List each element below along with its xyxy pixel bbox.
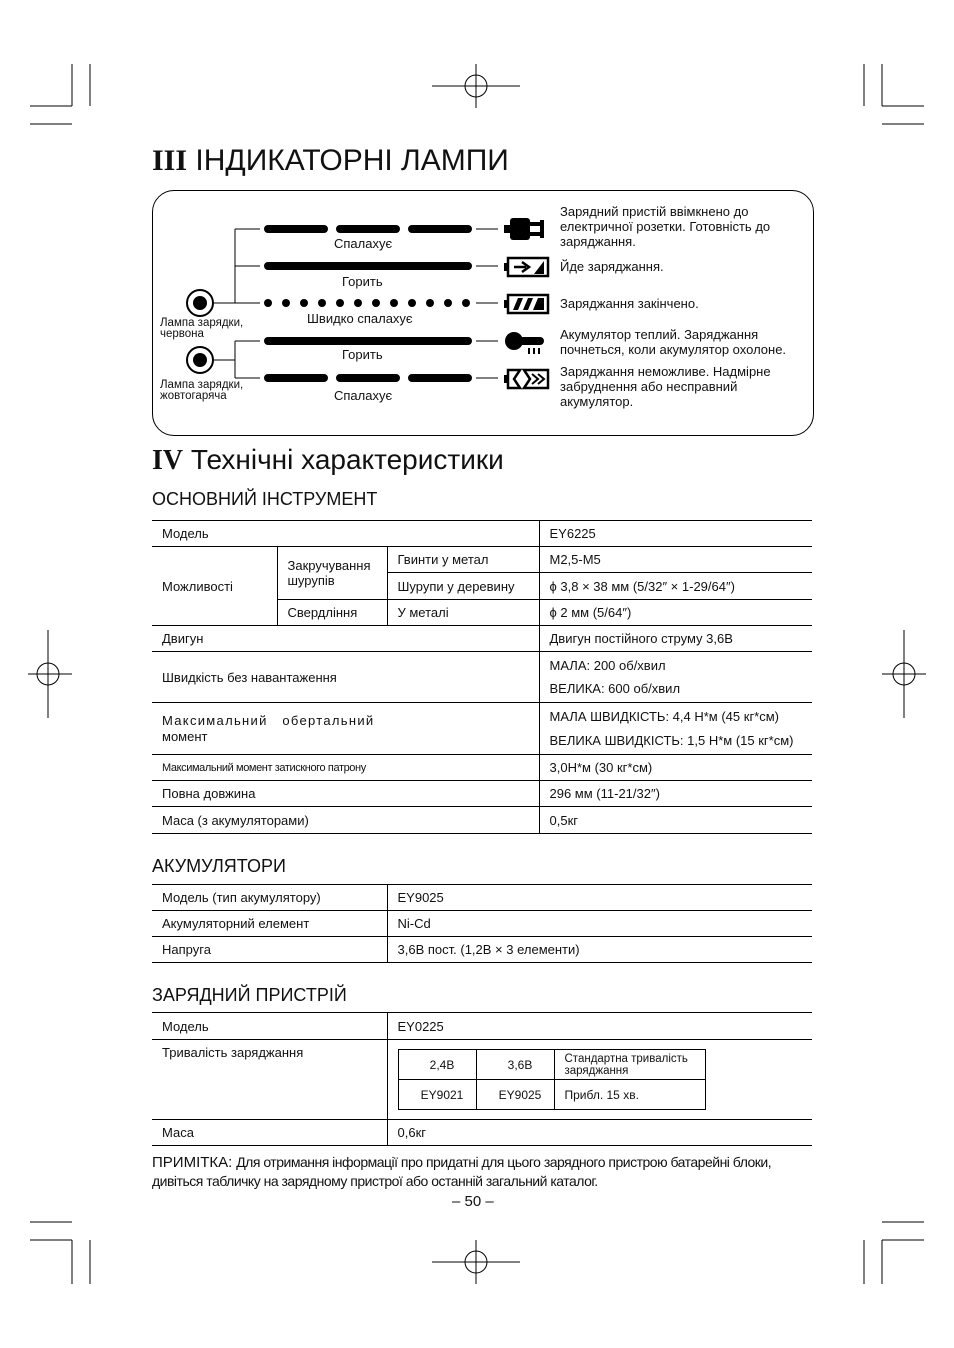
- roman-numeral: IV: [152, 445, 184, 476]
- main-tool-table: [152, 520, 812, 834]
- spec-label: Гвинти у метал: [387, 547, 539, 573]
- spec-label: Шурупи у деревину: [387, 573, 539, 600]
- battery-model: EY9025: [476, 1080, 554, 1110]
- pattern-label-5: Спалахує: [334, 388, 393, 403]
- voltage-header: 3,6В: [476, 1050, 554, 1080]
- torque-label-line1: Максимальний обертальний: [162, 712, 375, 728]
- time-header: Стандартна тривалість заряджання: [554, 1050, 705, 1080]
- spec-label: Маса: [152, 1120, 387, 1146]
- note: [152, 1153, 818, 1191]
- spec-label: У металі: [387, 600, 539, 626]
- section-4-title: [152, 444, 504, 477]
- charge-time-table: [398, 1049, 706, 1110]
- main-tool-heading: ОСНОВНИЙ ІНСТРУМЕНТ: [152, 489, 378, 509]
- spec-label: Максимальний момент затискного патрону: [152, 755, 539, 781]
- torque-low: МАЛА ШВИДКІСТЬ: 4,4 Н*м (45 кг*см): [549, 708, 780, 724]
- spec-value: Двигун постійного струму 3,6В: [539, 626, 812, 652]
- pattern-label-4: Горить: [342, 347, 383, 362]
- spec-value: [539, 652, 812, 703]
- pattern-solid-1: [264, 262, 472, 270]
- torque-label-line2: момент: [162, 728, 208, 744]
- orange-lamp: [187, 347, 213, 373]
- spec-label: Модель (тип акумулятору): [152, 885, 387, 911]
- spec-value: ϕ 3,8 × 38 мм (5/32″ × 1-29/64″): [539, 573, 812, 600]
- charging-battery-icon: [504, 258, 548, 276]
- full-battery-icon: [504, 295, 548, 313]
- spec-value: ϕ 2 мм (5/64″): [539, 600, 812, 626]
- page-number: – 50 –: [452, 1193, 494, 1210]
- plug-icon: [504, 218, 544, 240]
- section-3-title: [152, 144, 509, 178]
- spec-value: EY6225: [539, 521, 812, 547]
- spec-label: Напруга: [152, 937, 387, 963]
- pattern-label-1: Спалахує: [334, 236, 393, 251]
- orange-lamp-label: Лампа зарядки, жовтогаряча: [160, 379, 244, 402]
- spec-label: Маса (з акумуляторами): [152, 807, 539, 834]
- spec-label: Двигун: [152, 626, 539, 652]
- spec-value: [539, 703, 812, 755]
- battery-heading: АКУМУЛЯТОРИ: [152, 856, 286, 876]
- spec-value: [387, 1040, 812, 1120]
- spec-label: Закручування шурупів: [277, 547, 387, 600]
- noload-low: МАЛА: 200 об/хвил: [549, 658, 666, 673]
- pattern-label-3: Швидко спалахує: [307, 311, 413, 326]
- voltage-header: 2,4В: [398, 1050, 476, 1080]
- pattern-flash-1: [264, 225, 472, 233]
- spec-label: Швидкість без навантаження: [152, 652, 539, 703]
- pattern-flash-2: [264, 374, 472, 382]
- spec-label: Модель: [152, 521, 539, 547]
- red-lamp-label: Лампа зарядки, червона: [160, 317, 244, 340]
- roman-numeral: III: [152, 144, 188, 177]
- status-desc-3: Заряджання закінчено.: [560, 296, 699, 311]
- spec-value: 296 мм (11-21/32″): [539, 781, 812, 807]
- spec-label: Можливості: [152, 547, 277, 626]
- status-desc-4: Акумулятор теплий. Заряджання почнеться, коли акумулятор охолоне.: [560, 327, 787, 357]
- spec-value: 3,0Н*м (30 кг*см): [539, 755, 812, 781]
- charger-table: [152, 1012, 812, 1146]
- spec-label: Свердління: [277, 600, 387, 626]
- spec-value: Ni-Cd: [387, 911, 812, 937]
- pattern-solid-2: [264, 337, 472, 345]
- spec-label: [152, 703, 539, 755]
- status-desc-1: Зарядний пристій ввімкнено до електричної розетки. Готовність до заряджання.: [560, 204, 771, 249]
- title-text: Технічні характеристики: [190, 444, 504, 475]
- spec-value: 0,6кг: [387, 1120, 812, 1146]
- status-desc-5: Заряджання неможливе. Надмірне забруднення або несправний акумулятор.: [560, 364, 771, 409]
- spec-value: EY9025: [387, 885, 812, 911]
- charger-heading: ЗАРЯДНИЙ ПРИСТРІЙ: [152, 985, 347, 1005]
- spec-value: 3,6В пост. (1,2В × 3 елементи): [387, 937, 812, 963]
- battery-table: [152, 884, 812, 963]
- spec-value: EY0225: [387, 1013, 812, 1040]
- status-desc-2: Йде заряджання.: [560, 259, 664, 274]
- spec-label: Повна довжина: [152, 781, 539, 807]
- note-label: ПРИМІТКА:: [152, 1154, 233, 1171]
- spec-value: 0,5кг: [539, 807, 812, 834]
- pattern-label-2: Горить: [342, 274, 383, 289]
- noload-high: ВЕЛИКА: 600 об/хвил: [549, 681, 681, 696]
- pattern-fast-flash: [264, 299, 470, 307]
- thermometer-icon: [505, 332, 544, 354]
- spec-label: Тривалість заряджання: [152, 1040, 387, 1120]
- battery-model: EY9021: [398, 1080, 476, 1110]
- spec-value: M2,5-M5: [539, 547, 812, 573]
- red-lamp: [187, 290, 213, 316]
- charge-time: Прибл. 15 хв.: [554, 1080, 705, 1110]
- note-text: Для отримання інформації про придатні для цього зарядного пристрою батарейні блоки, дивіться табличку на зарядному пристрої або останній загальний каталог.: [152, 1154, 772, 1189]
- spec-label: Модель: [152, 1013, 387, 1040]
- torque-high: ВЕЛИКА ШВИДКІСТЬ: 1,5 Н*м (15 кг*см): [549, 732, 794, 748]
- title-text: ІНДИКАТОРНІ ЛАМПИ: [195, 144, 509, 177]
- spec-label: Акумуляторний елемент: [152, 911, 387, 937]
- broken-battery-icon: [504, 370, 548, 388]
